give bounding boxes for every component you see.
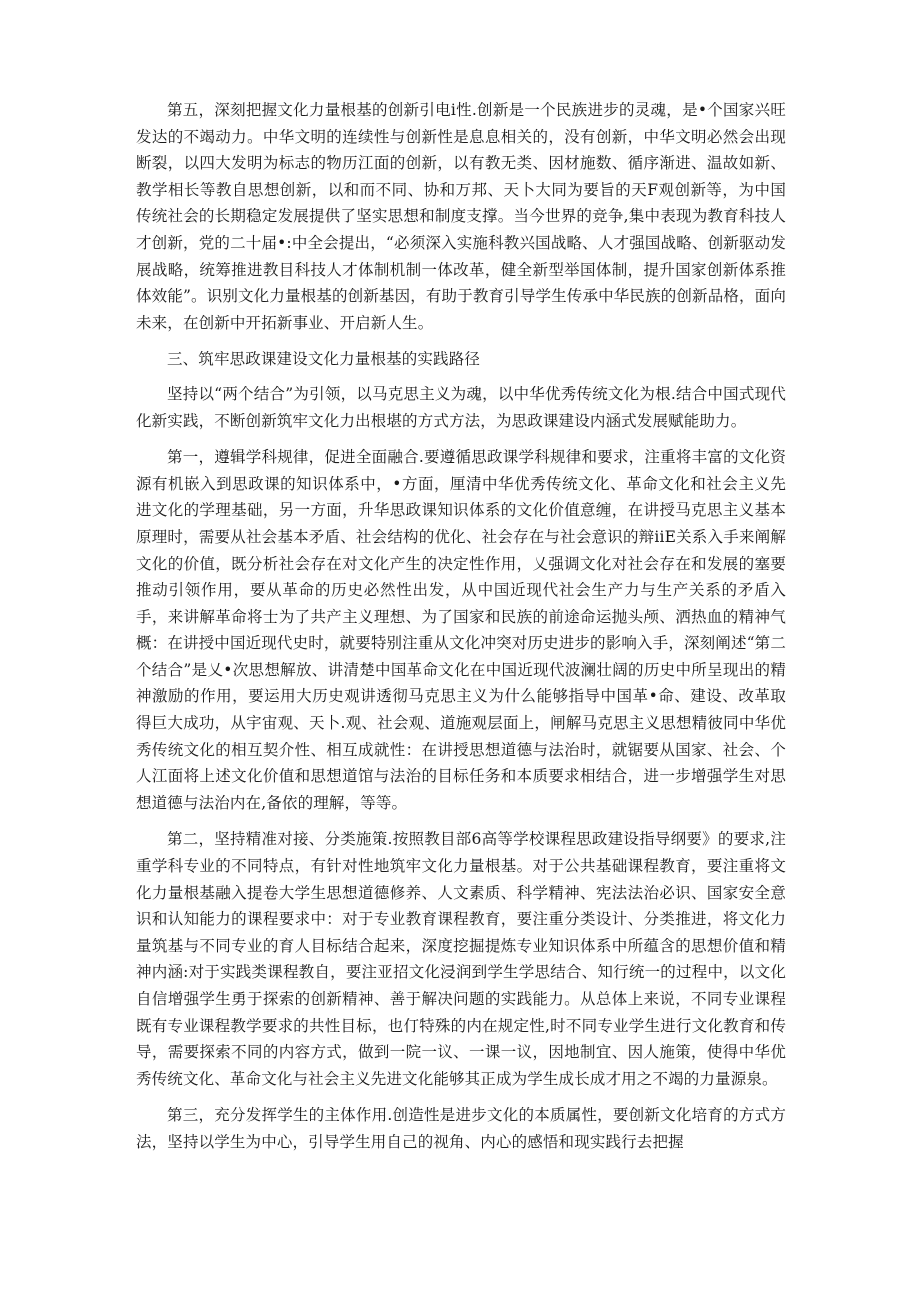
section-heading-practice-path: 三、筑牢思政课建设文化力量根基的实践路径 <box>167 350 481 369</box>
paragraph-second-precision: 第二，坚持精准对接、分类施策.按照教目部6高等学校课程思政建设指导纲要》的要求,注重学科专业的不同特点，有针对性地筑牢文化力量根基。对于公共基础课程教育，要注重将文化力量根基融入提卷大学生思想道德修养、人文素质、科学精神、宪法法治必识、国家安全意识和认知能力的课程要求中：对于专业教育课程教育，要注重分类设计、分类推进，将文化力量筑基与不同专业的育人目标结合起来，深度挖掘提炼专业知识体系中所蕴含的思想价值和精神内涵:对于实践类课程教自，要注亚招文化浸润到学生学思结合、知行统一的过程中，以文化自信增强学生勇于探索的创新精神、善于解决问题的实践能力。从总体上来说，不同专业课程既有专业课程教学要求的共性目标，也仃特殊的内在规定性,时不同专业学生进行文化教育和传导，需要探索不同的内容方式，做到一院一议、一课一议，因地制宜、因人施策，使得中华优秀传统文化、革命文化与社会主义先进文化能够其正成为学生成长成才用之不竭的力量源泉。 <box>136 830 786 1088</box>
paragraph-third-student-role: 第三，充分发挥学生的主体作用.创造性是进步文化的本质属性，要创新文化培育的方式方法，坚持以学生为中心，引导学生用自己的视角、内心的感悟和现实践行去把握 <box>136 1106 786 1151</box>
paragraph-guiding-principle: 坚持以“两个结合”为引领，以马克思主义为魂，以中华优秀传统文化为根.结合中国式现代化新实践，不断创新筑牢文化力出根堪的方式方法，为思政课建设内涵式发展赋能助力。 <box>136 384 786 430</box>
document-page <box>136 97 786 1166</box>
paragraph-first-discipline: 第一，遵辑学科规律，促进全面融合.要遵循思政课学科规律和要求，注重将丰富的文化资源有机嵌入到思政课的知识体系中，•方面，厘清中华优秀传统文化、革命文化和社会主义先进文化的学理基础，另一方面，升华思政课知识体系的文化价值意缠，在讲授马克思主义基本原理时，需要从社会基本矛盾、社会结构的优化、社会存在与社会意识的辩iiE关系入手来阐解文化的价值，既分析社会存在对文化产生的决定性作用，乂强调文化对社会存在和发展的塞要推动引领作用，要从革命的历史必然性出发，从中国近现代社会生产力与生产关系的矛盾入手，来讲解革命将士为了共产主义理想、为了国家和民族的前途命运抛头颅、洒热血的精神气概：在讲授中国近现代史时，就要特别注重从文化冲突对历史进步的影响入手，深刻阐述“第二个结合”是乂•次思想解放、讲清楚中国革命文化在中国近现代波澜壮阔的历史中所呈现出的精神激励的作用，要运用大历史观讲透彻马克思主义为什么能够指导中国革•命、建设、改革取得巨大成功，从宇宙观、天卜.观、社会观、道施观层面上，闸解马克思主义思想精彼同中华优秀传统文化的相互契介性、相互成就性：在讲授思想道德与法治时，就锯要从国家、社会、个人江面将上述文化价值和思想道馆与法治的目标任务和本质要求相结合，进一步增强学生对思想道德与法治内在,备依的理解，等等。 <box>136 448 786 812</box>
paragraph-fifth-innovation: 第五，深刻把握文化力量根基的创新引电i性.创新是一个民族进步的灵魂，是•个国家兴旺发达的不竭动力。中华文明的连续性与创新性是息息相关的，没有创新，中华文明必然会出现断裂，以四大发明为标志的物历江面的创新，以有教无类、因材施数、循序渐进、温故如新、教学相长等教自思想创新，以和而不同、协和万邦、天卜大同为要旨的天F观创新等，为中国传统社会的长期稳定发展提供了坚实思想和制度支撑。当今世界的竞争,集中表现为教育科技人才创新，党的二十届•:中全会提出，“必须深入实施科教兴国战略、人才强国战略、创新驱动发展战略，统筹推进教目科技人才体制机制一体改革，健全新型举国体制，提升国家创新体系推体效能”。识别文化力量根基的创新基因，有助于教育引导学生传承中华民族的创新品格，面向未来，在创新中开拓新事业、开启新人生。 <box>136 101 786 332</box>
